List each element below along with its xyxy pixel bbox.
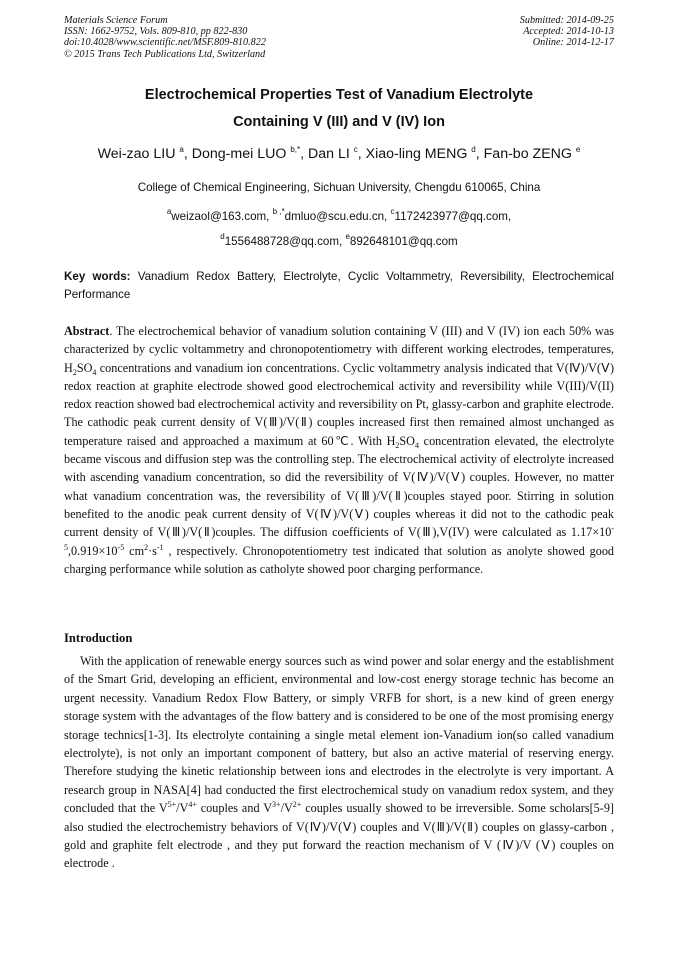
- accepted-date: Accepted: 2014-10-13: [523, 26, 614, 38]
- issn-line: ISSN: 1662-9752, Vols. 809-810, pp 822-830: [64, 26, 248, 38]
- superscript: 2+: [292, 800, 302, 810]
- abstract-text: ·s: [148, 543, 157, 558]
- submitted-date: Submitted: 2014-09-25: [519, 15, 614, 26]
- author-mark: d: [471, 145, 476, 154]
- author-name: Dan LI: [308, 146, 354, 162]
- author-name: Wei-zao LIU: [97, 146, 180, 162]
- body-text: With the application of renewable energy sources such as wind power and solar energy and the establishment of the Smart Grid, developing an efficient, environmental and low-cost energy storage technic has become an urgent necessity. Vanadium Redox Flow Battery, or simply VRFB for short, is a new kind of green energy storage system with the advantages of the flow battery and is considered to be one of the most promising energy storage technics[1-3]. Its electrolyte containing a single metal element ion-Vanadium ion(so called vanadium electrolyte), is not only an important component of battery, but also an active material of reserving energy. Therefore studying the kinetic relationship between ions and electrodes in the electrolyte is very important. A research group in NASA[4] had conducted the first electrochemical study on vanadium redox system, and they concluded that the V: [64, 654, 614, 816]
- superscript: 4+: [188, 800, 197, 810]
- superscript: 3+: [272, 800, 281, 810]
- superscript: 5+: [167, 800, 177, 810]
- keywords: [64, 268, 614, 304]
- online-date: Online: 2014-12-17: [532, 37, 614, 49]
- superscript: 2: [144, 542, 149, 552]
- email-block: [40, 204, 638, 254]
- author-name: Xiao-ling MENG: [365, 146, 472, 162]
- author-separator: ,: [475, 146, 484, 162]
- email-address: dmluo@scu.edu.cn,: [284, 210, 391, 223]
- paper-title: [40, 82, 638, 136]
- subscript: 4: [415, 440, 419, 450]
- abstract-text: cm: [124, 543, 145, 558]
- email-mark: c: [390, 207, 395, 216]
- abstract-label: Abstract: [64, 324, 110, 338]
- keywords-label: Key words:: [64, 270, 131, 283]
- email-mark: b ,*: [272, 207, 285, 216]
- author-list: [20, 145, 658, 163]
- abstract-text: SO: [399, 433, 415, 448]
- abstract-text: concentration elevated, the electrolyte became viscous and diffusion step was the controlling step. The electrochemical activity of electrolyte increased with ascending vanadium concentration, so did the reversibility of V(Ⅳ)/V(Ⅴ) couples. However, no matter what vanadium concentration was, the reversibility of V(Ⅲ)/V(Ⅱ)couples stayed poor. Stirring in solution benefited to the anodic peak current density of V(Ⅳ)/V(Ⅴ) couples whereas it did not to the cathodic peak current density of V(Ⅲ)/V(Ⅱ)couples. The diffusion coefficients of V(Ⅲ),V(IV) were calculated as 1.17×10: [64, 433, 614, 540]
- author-separator: ,: [183, 146, 192, 162]
- title-line-2: Containing V (III) and V (IV) Ion: [233, 114, 445, 130]
- abstract-text: concentrations and vanadium ion concentrations. Cyclic voltammetry analysis indicated that V(Ⅳ)/V(Ⅴ) redox reaction at graphite electrode showed good electrochemical activity and reversibility while V(III)/V(II) redox reaction showed bad electrochemical activity and reversibility on Pt, glassy-carbon and graphite electrode. The cathodic peak current density of V(Ⅲ)/V(Ⅱ) couples increased first then remained almost unchanged as temperature raised and approached a maximum at 60℃. With H: [64, 360, 614, 448]
- author-mark: a: [179, 145, 184, 154]
- author-mark: b,*: [290, 145, 301, 154]
- title-line-1: Electrochemical Properties Test of Vanadium Electrolyte: [144, 87, 534, 103]
- abstract-text: . The electrochemical behavior of vanadium solution containing V (III) and V (IV) ion each 50% was characterized by cyclic voltammetry and chronopotentiometry with different working electrodes, temperatures, H: [64, 324, 614, 375]
- email-address: 892648101@qq.com: [349, 235, 458, 248]
- affiliation: College of Chemical Engineering, Sichuan University, Chengdu 610065, China: [137, 181, 541, 194]
- author-name: Fan-bo ZENG: [483, 146, 576, 162]
- abstract-text: ,0.919×10: [68, 543, 118, 558]
- subscript: 2: [72, 367, 77, 377]
- email-line-2: [40, 229, 638, 254]
- email-address: 1556488728@qq.com,: [224, 235, 346, 248]
- subscript: 2: [395, 440, 400, 450]
- author-separator: ,: [300, 146, 308, 162]
- email-address: weizaol@163.com,: [171, 210, 273, 223]
- body-text: /V: [176, 801, 189, 816]
- journal-info: [64, 15, 266, 60]
- email-mark: e: [345, 232, 350, 241]
- abstract-text: , respectively. Chronopotentiometry test indicated that solution as anolyte showed good charging performance while solution as catholyte showed poor charging performance.: [64, 543, 615, 576]
- author-mark: c: [353, 145, 358, 154]
- email-line-1: [40, 204, 638, 229]
- superscript: -5: [64, 524, 614, 552]
- introduction-paragraph: [64, 652, 614, 873]
- keywords-text: Vanadium Redox Battery, Electrolyte, Cyclic Voltammetry, Reversibility, Electrochemical Performance: [64, 270, 614, 301]
- section-heading-introduction: Introduction: [64, 631, 133, 645]
- abstract-text: SO: [76, 360, 93, 375]
- author-separator: ,: [357, 146, 366, 162]
- superscript: -5: [117, 542, 125, 552]
- subscript: 4: [92, 367, 97, 377]
- submission-dates: [520, 15, 614, 49]
- journal-name: Materials Science Forum: [64, 15, 168, 26]
- copyright-line: © 2015 Trans Tech Publications Ltd, Switzerland: [64, 48, 266, 60]
- email-mark: a: [166, 207, 172, 216]
- abstract: [64, 322, 614, 578]
- superscript: -1: [156, 542, 164, 552]
- body-text: /V: [280, 801, 293, 816]
- author-name: Dong-mei LUO: [191, 146, 291, 162]
- doi-line: doi:10.4028/www.scientific.net/MSF.809-810.822: [64, 37, 266, 49]
- author-mark: e: [575, 145, 581, 154]
- body-text: couples usually showed to be irreversible. Some scholars[5-9] also studied the electrochemistry behaviors of V(Ⅳ)/V(Ⅴ) couples and V(Ⅲ)/V(Ⅱ) couples on glassy-carbon , gold and graphite felt electrode , and they put forward the reaction mechanism of V (Ⅳ)/V (Ⅴ) couples on electrode .: [64, 801, 614, 871]
- email-address: 1172423977@qq.com,: [394, 210, 512, 223]
- body-text: couples and V: [196, 801, 273, 816]
- email-mark: d: [220, 232, 225, 241]
